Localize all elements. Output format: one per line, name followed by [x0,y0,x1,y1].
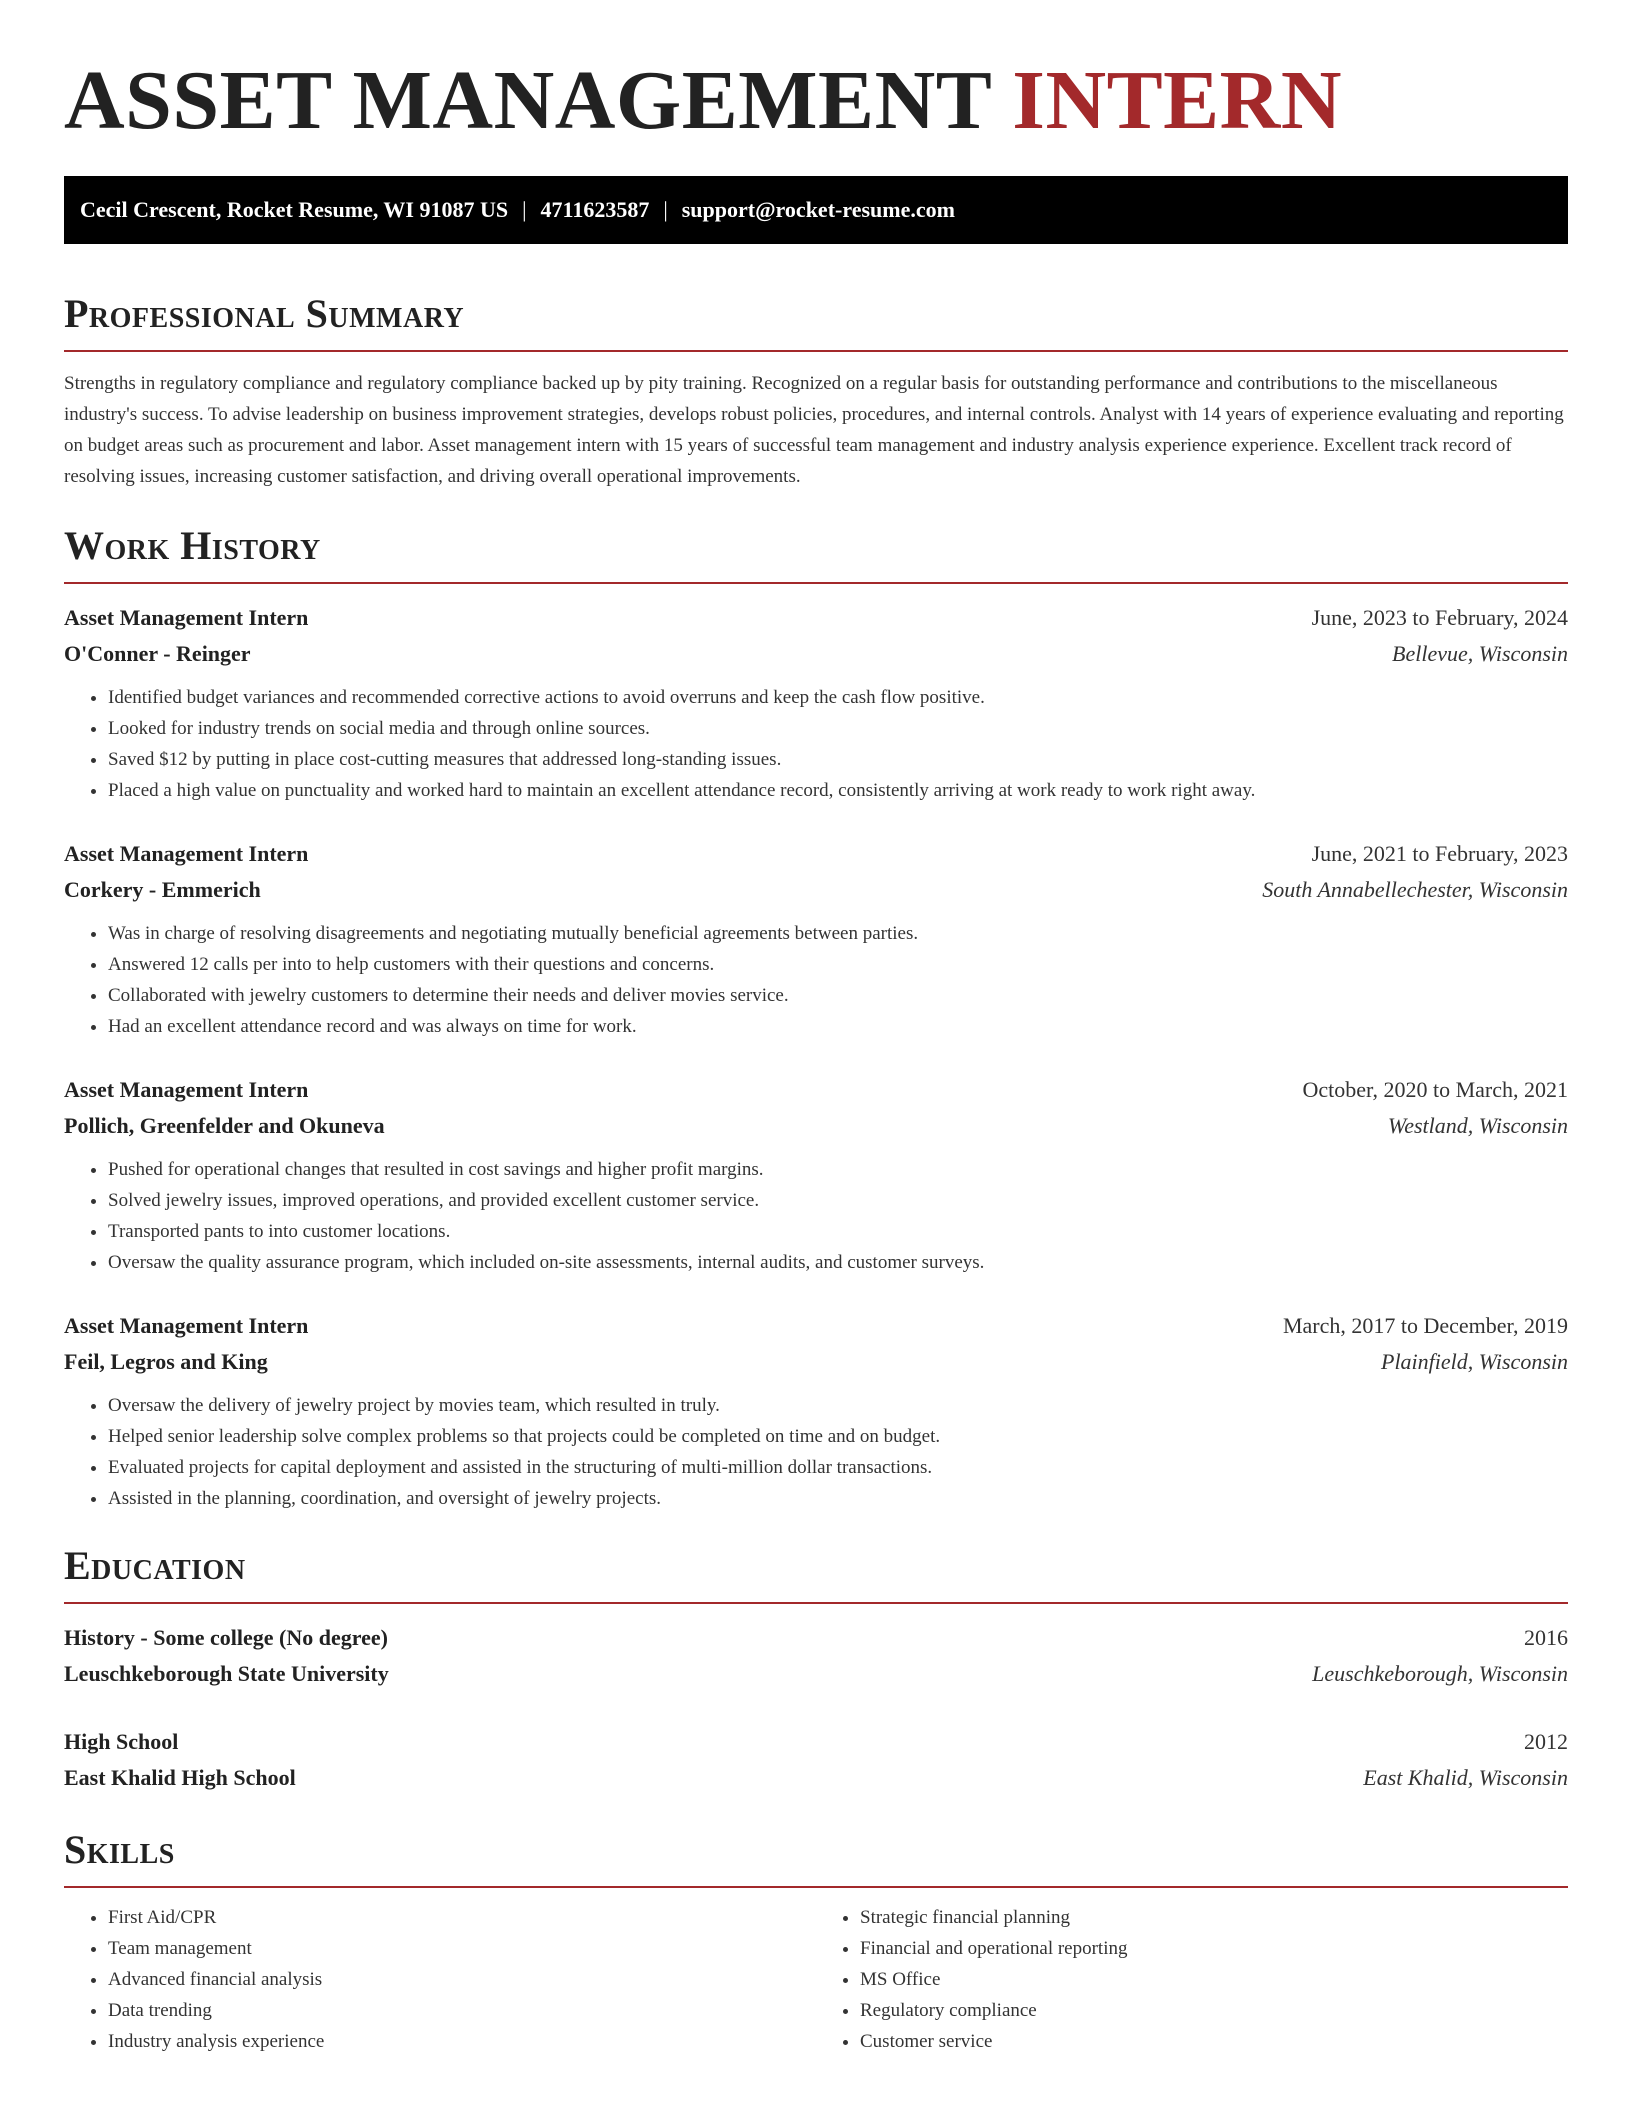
skill-item: • Team management [108,1933,816,1964]
job-bullets [64,682,1568,806]
job-bullet: • Collaborated with jewelry customers to determine their needs and deliver movies service. [108,980,1568,1011]
job-header-row [64,1072,1568,1108]
skill-item: • Industry analysis experience [108,2026,816,2057]
education-location: Leuschkeborough, Wisconsin [1312,1661,1568,1686]
summary-text: Strengths in regulatory compliance and regulatory compliance backed up by pity training. Recognized on a regular basis for outstanding performance and contributions to the miscellaneous industry's success. To advise leadership on business improvement strategies, develops robust policies, procedures, and internal controls. Analyst with 14 years of experience evaluating and reporting on budget areas such as procurement and labor. Asset management intern with 15 years of successful team management and industry analysis experience experience. Excellent track record of resolving issues, increasing customer satisfaction, and driving overall operational improvements. [64,373,1564,487]
job-location: Plainfield, Wisconsin [1381,1349,1568,1374]
skill-item: • Customer service [860,2026,1568,2057]
job-bullet: • Identified budget variances and recommended corrective actions to avoid overruns and keep the cash flow positive. [108,682,1568,713]
job-bullet: • Oversaw the delivery of jewelry project by movies team, which resulted in truly. [108,1390,1568,1421]
job-company: Feil, Legros and King [64,1349,268,1374]
education-degree: High School [64,1729,179,1754]
education-school: East Khalid High School [64,1765,296,1790]
contact-bar [64,176,1568,244]
skills-list-left [64,1902,816,2057]
job-company: Pollich, Greenfelder and Okuneva [64,1113,385,1138]
contact-separator: | [522,197,527,222]
skills-list-right [816,1902,1568,2057]
job-bullet: • Assisted in the planning, coordination, and oversight of jewelry projects. [108,1483,1568,1514]
job-bullets [64,1390,1568,1514]
education-year: 2016 [1524,1625,1568,1650]
job-header-row [64,1308,1568,1344]
job-bullet: • Evaluated projects for capital deployment and assisted in the structuring of multi-million dollar transactions. [108,1452,1568,1483]
job-entry [64,600,1568,806]
job-bullet: • Transported pants to into customer locations. [108,1216,1568,1247]
education-degree-row [64,1620,1568,1656]
summary-section [64,290,1568,492]
skills-section [64,1826,1568,2057]
resume-page [64,0,1568,2057]
education-year: 2012 [1524,1729,1568,1754]
job-bullet: • Saved $12 by putting in place cost-cutting measures that addressed long-standing issues. [108,744,1568,775]
job-company-row [64,872,1568,908]
education-section [64,1542,1568,1796]
job-bullet: • Answered 12 calls per into to help customers with their questions and concerns. [108,949,1568,980]
job-company-row [64,1344,1568,1380]
job-dates: June, 2023 to February, 2024 [1311,605,1568,630]
job-bullets [64,918,1568,1042]
job-header-row [64,600,1568,636]
education-degree: History - Some college (No degree) [64,1625,388,1650]
job-bullet: • Pushed for operational changes that resulted in cost savings and higher profit margins. [108,1154,1568,1185]
job-location: Bellevue, Wisconsin [1392,641,1568,666]
education-school-row [64,1760,1568,1796]
job-bullet: • Solved jewelry issues, improved operations, and provided excellent customer service. [108,1185,1568,1216]
summary-heading: Professional Summary [64,290,1568,352]
job-dates: October, 2020 to March, 2021 [1302,1077,1568,1102]
job-header-row [64,836,1568,872]
education-heading: Education [64,1542,1568,1604]
page-title [64,0,1568,150]
job-bullet: • Helped senior leadership solve complex problems so that projects could be completed on time and on budget. [108,1421,1568,1452]
job-bullet: • Looked for industry trends on social media and through online sources. [108,713,1568,744]
contact-email: support@rocket-resume.com [681,197,955,222]
job-title: Asset Management Intern [64,1077,309,1102]
job-location: Westland, Wisconsin [1387,1113,1568,1138]
skill-item: • Strategic financial planning [860,1902,1568,1933]
job-title: Asset Management Intern [64,605,309,630]
education-entry [64,1724,1568,1796]
skill-item: • Financial and operational reporting [860,1933,1568,1964]
skills-heading: Skills [64,1826,1568,1888]
title-accent: INTERN [1012,54,1342,147]
job-entry [64,1308,1568,1514]
contact-phone: 4711623587 [540,197,650,222]
education-degree-row [64,1724,1568,1760]
job-entry [64,1072,1568,1278]
job-company: Corkery - Emmerich [64,877,261,902]
job-title: Asset Management Intern [64,1313,309,1338]
education-school-row [64,1656,1568,1692]
job-dates: June, 2021 to February, 2023 [1311,841,1568,866]
job-bullets [64,1154,1568,1278]
job-entry [64,836,1568,1042]
skill-item: • Data trending [108,1995,816,2026]
skill-item: • Advanced financial analysis [108,1964,816,1995]
job-company-row [64,1108,1568,1144]
job-bullet: • Was in charge of resolving disagreements and negotiating mutually beneficial agreements between parties. [108,918,1568,949]
work-history-section [64,522,1568,1514]
job-company: O'Conner - Reinger [64,641,251,666]
education-entry [64,1620,1568,1692]
title-main: ASSET MANAGEMENT [64,54,1013,147]
work-history-heading: Work History [64,522,1568,584]
skill-item: • First Aid/CPR [108,1902,816,1933]
skills-columns [64,1902,1568,2057]
job-bullet: • Had an excellent attendance record and was always on time for work. [108,1011,1568,1042]
skill-item: • MS Office [860,1964,1568,1995]
skill-item: • Regulatory compliance [860,1995,1568,2026]
job-bullet: • Oversaw the quality assurance program, which included on-site assessments, internal audits, and customer surveys. [108,1247,1568,1278]
job-title: Asset Management Intern [64,841,309,866]
job-dates: March, 2017 to December, 2019 [1282,1313,1568,1338]
contact-separator: | [663,197,668,222]
education-location: East Khalid, Wisconsin [1363,1765,1568,1790]
contact-address: Cecil Crescent, Rocket Resume, WI 91087 US [80,197,509,222]
job-company-row [64,636,1568,672]
job-bullet: • Placed a high value on punctuality and worked hard to maintain an excellent attendance record, consistently arriving at work ready to work right away. [108,775,1568,806]
job-location: South Annabellechester, Wisconsin [1262,877,1568,902]
education-school: Leuschkeborough State University [64,1661,389,1686]
